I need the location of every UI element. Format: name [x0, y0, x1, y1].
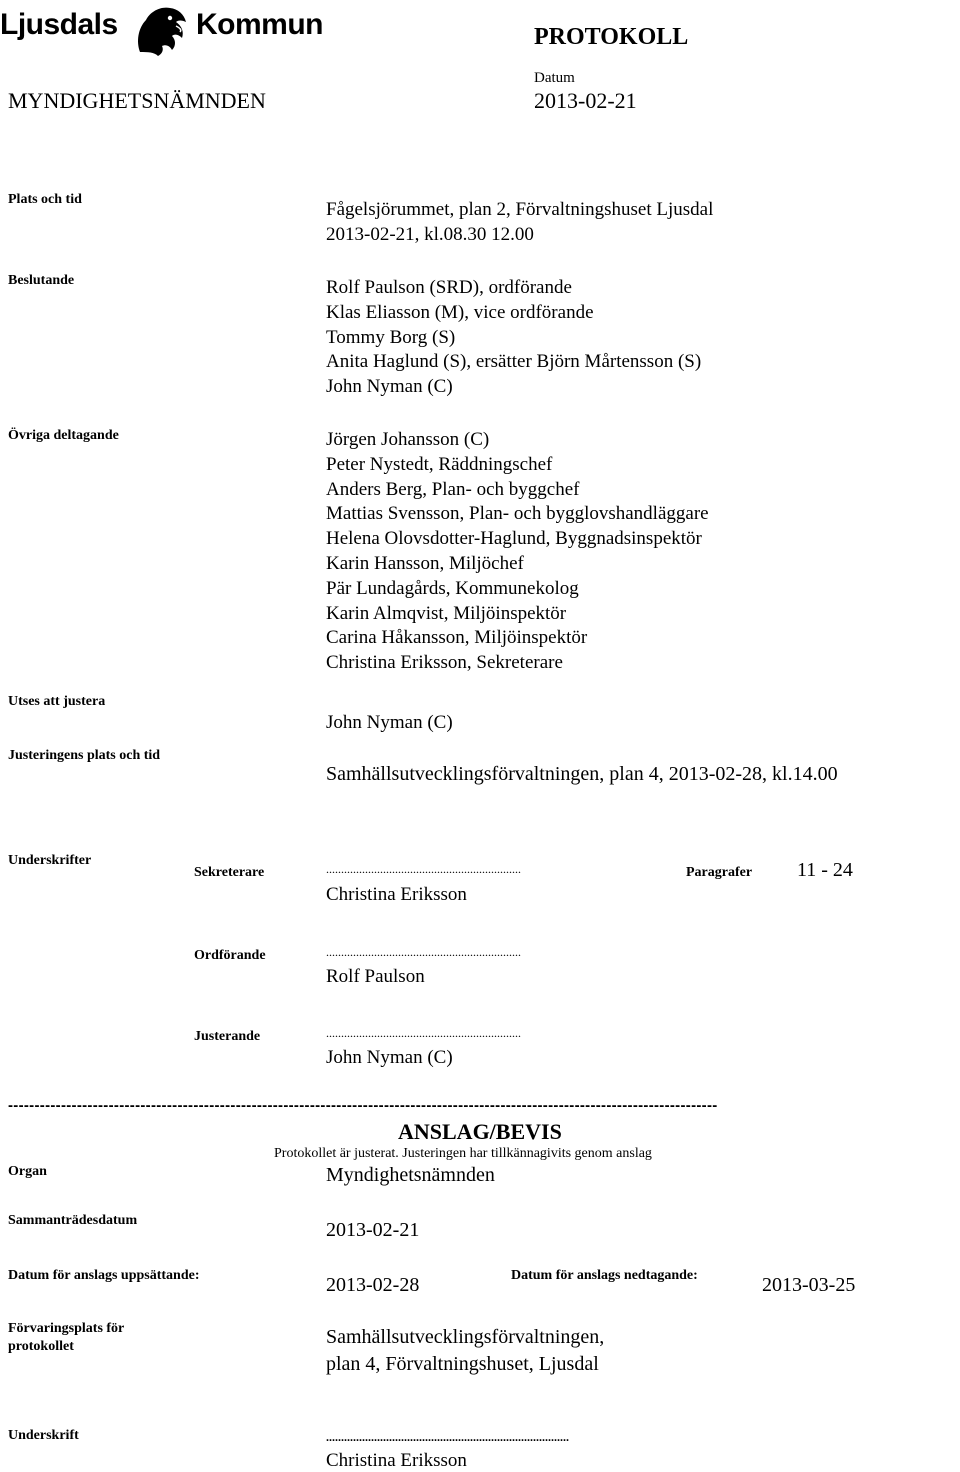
list-item: Karin Almqvist, Miljöinspektör: [326, 602, 567, 624]
signature-adjuster-name: John Nyman (C): [326, 1047, 453, 1068]
board-name: MYNDIGHETSNÄMNDEN: [8, 88, 266, 113]
cut-line-separator: --------------------------------------------------------------------------------------------------------------------------------------: [8, 1097, 718, 1114]
posted-date-value: 2013-02-28: [326, 1274, 420, 1296]
adjust-place-value: Samhällsutvecklingsförvaltningen, plan 4, 2013-02-28, kl.14.00: [326, 763, 838, 785]
meeting-date-value: 2013-02-21: [326, 1219, 420, 1241]
adjuster-signature-line: .................................................................: [326, 1026, 521, 1040]
list-item: Christina Eriksson, Sekreterare: [326, 652, 563, 674]
removed-date-value: 2013-03-25: [762, 1274, 856, 1296]
organ-value: Myndighetsnämnden: [326, 1164, 495, 1186]
other-participants-list: [326, 428, 709, 676]
place-time-value: [326, 198, 713, 248]
paragraphs-value: 11 - 24: [797, 859, 853, 881]
municipality-logo: [0, 0, 340, 60]
secretary-name: Christina Eriksson: [326, 884, 467, 905]
chair-signature-line: .................................................................: [326, 945, 521, 959]
adjuster-value: John Nyman (C): [326, 712, 453, 733]
signature-adjuster-label: Justerande: [194, 1029, 261, 1044]
list-item: Anders Berg, Plan- och byggchef: [326, 478, 580, 500]
signatures-label: Underskrifter: [8, 853, 92, 868]
logo-text-right: Kommun: [196, 8, 323, 41]
storage-line2: plan 4, Förvaltningshuset, Ljusdal: [326, 1353, 599, 1375]
document-type: PROTOKOLL: [534, 24, 689, 50]
date-label: Datum: [534, 70, 575, 86]
other-participants-label: Övriga deltagande: [8, 428, 119, 443]
deciding-list: [326, 276, 701, 400]
logo-text-left: Ljusdals: [0, 8, 118, 41]
meeting-date-label: Sammanträdesdatum: [8, 1213, 138, 1228]
removed-date-label: Datum för anslags nedtagande:: [511, 1268, 698, 1283]
storage-label-line2: protokollet: [8, 1339, 74, 1354]
chair-name: Rolf Paulson: [326, 966, 425, 987]
secretary-label: Sekreterare: [194, 865, 265, 880]
list-item: Anita Haglund (S), ersätter Björn Mårtensson (S): [326, 351, 702, 373]
list-item: Tommy Borg (S): [326, 326, 456, 348]
list-item: Peter Nystedt, Räddningschef: [326, 453, 553, 475]
meeting-place: Fågelsjörummet, plan 2, Förvaltningshuset Ljusdal: [326, 199, 714, 220]
list-item: Klas Eliasson (M), vice ordförande: [326, 301, 594, 323]
list-item: Rolf Paulson (SRD), ordförande: [326, 277, 572, 298]
notice-title: ANSLAG/BEVIS: [398, 1119, 562, 1144]
adjuster-label: Utses att justera: [8, 694, 106, 709]
list-item: Mattias Svensson, Plan- och bygglovshandläggare: [326, 503, 709, 525]
list-item: Pär Lundagårds, Kommunekolog: [326, 577, 579, 599]
notice-signature-name: Christina Eriksson: [326, 1450, 467, 1471]
document-date: 2013-02-21: [534, 88, 637, 113]
list-item: Jörgen Johansson (C): [326, 429, 490, 450]
posted-date-label: Datum för anslags uppsättande:: [8, 1268, 200, 1283]
notice-subtitle: Protokollet är justerat. Justeringen har tillkännagivits genom anslag: [274, 1146, 652, 1161]
storage-line1: Samhällsutvecklingsförvaltningen,: [326, 1326, 605, 1348]
notice-signature-line: .................................................................................: [326, 1430, 569, 1444]
organ-label: Organ: [8, 1164, 47, 1179]
adjust-place-label: Justeringens plats och tid: [8, 748, 161, 763]
secretary-signature-line: .................................................................: [326, 862, 521, 876]
paragraphs-label: Paragrafer: [686, 865, 753, 880]
storage-label-line1: Förvaringsplats för: [8, 1321, 125, 1336]
meeting-time: 2013-02-21, kl.08.30 12.00: [326, 223, 534, 245]
list-item: John Nyman (C): [326, 376, 453, 398]
list-item: Karin Hansson, Miljöchef: [326, 552, 524, 574]
signature-label: Underskrift: [8, 1428, 79, 1443]
chair-label: Ordförande: [194, 948, 266, 963]
list-item: Helena Olovsdotter-Haglund, Byggnadsinspektör: [326, 528, 702, 550]
lion-emblem-icon: [130, 2, 192, 58]
deciding-label: Beslutande: [8, 273, 75, 288]
list-item: Carina Håkansson, Miljöinspektör: [326, 627, 588, 649]
place-time-label: Plats och tid: [8, 192, 82, 207]
